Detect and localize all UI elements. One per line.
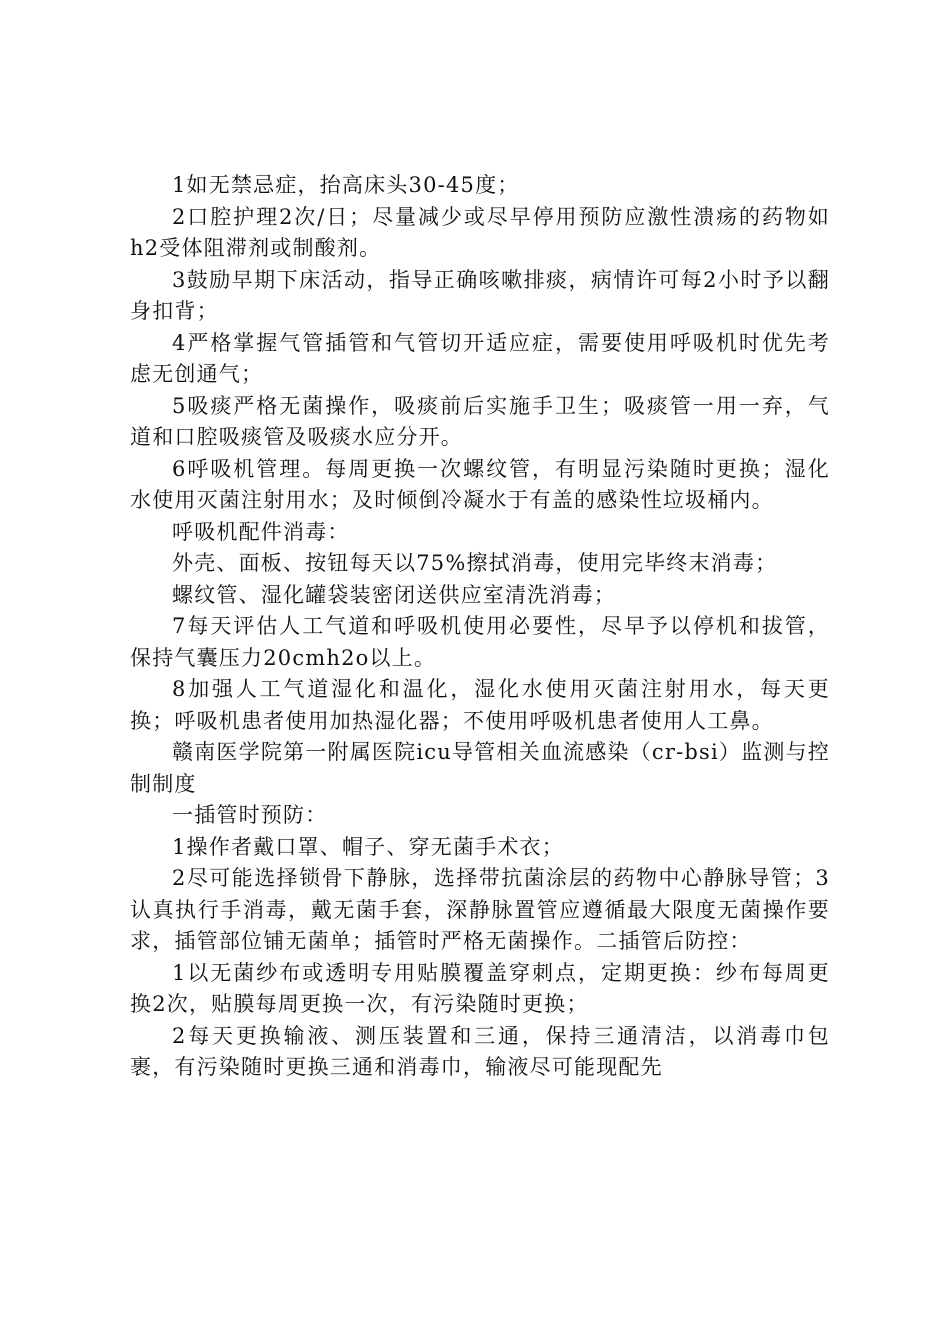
- paragraph: 外壳、面板、按钮每天以75%擦拭消毒，使用完毕终末消毒；: [172, 551, 778, 575]
- paragraph: 螺纹管、湿化罐袋装密闭送供应室清洗消毒；: [172, 582, 616, 607]
- document-title: 赣南医学院第一附属医院icu导管相关血流感染（cr-bsi）监测与控制制度: [130, 740, 830, 796]
- paragraph: 8加强人工气道湿化和温化，湿化水使用灭菌注射用水，每天更换；呼吸机患者使用加热湿化器；不使用呼吸机患者使用人工鼻。: [130, 677, 830, 733]
- paragraph: 7每天评估人工气道和呼吸机使用必要性，尽早予以停机和拔管，保持气囊压力20cmh2o以上。: [130, 614, 830, 670]
- paragraph: 4严格掌握气管插管和气管切开适应症，需要使用呼吸机时优先考虑无创通气；: [130, 330, 830, 386]
- paragraph: 1操作者戴口罩、帽子、穿无菌手术衣；: [172, 834, 564, 859]
- paragraph: 3鼓励早期下床活动，指导正确咳嗽排痰，病情许可每2小时予以翻身扣背；: [130, 267, 830, 323]
- section-heading: 呼吸机配件消毒：: [172, 519, 350, 544]
- paragraph: 2每天更换输液、测压装置和三通，保持三通清洁，以消毒巾包裹，有污染随时更换三通和消毒巾，输液尽可能现配先: [130, 1023, 830, 1079]
- paragraph: 2尽可能选择锁骨下静脉，选择带抗菌涂层的药物中心静脉导管；3认真执行手消毒，戴无菌手套，深静脉置管应遵循最大限度无菌操作要求，插管部位铺无菌单；插管时严格无菌操作。二插管后防控：: [130, 866, 830, 953]
- paragraph: 1如无禁忌症，抬高床头30-45度；: [172, 173, 520, 197]
- paragraph: 1以无菌纱布或透明专用贴膜覆盖穿刺点，定期更换：纱布每周更换2次，贴膜每周更换一次，有污染随时更换；: [130, 960, 830, 1016]
- document-body: [130, 170, 830, 1084]
- paragraph: 6呼吸机管理。每周更换一次螺纹管，有明显污染随时更换；湿化水使用灭菌注射用水；及时倾倒冷凝水于有盖的感染性垃圾桶内。: [130, 456, 830, 512]
- section-heading: 一插管时预防：: [172, 803, 328, 827]
- paragraph: 5吸痰严格无菌操作，吸痰前后实施手卫生；吸痰管一用一弃，气道和口腔吸痰管及吸痰水应分开。: [130, 393, 830, 449]
- paragraph: 2口腔护理2次/日；尽量减少或尽早停用预防应激性溃疡的药物如h2受体阻滞剂或制酸剂。: [130, 204, 830, 260]
